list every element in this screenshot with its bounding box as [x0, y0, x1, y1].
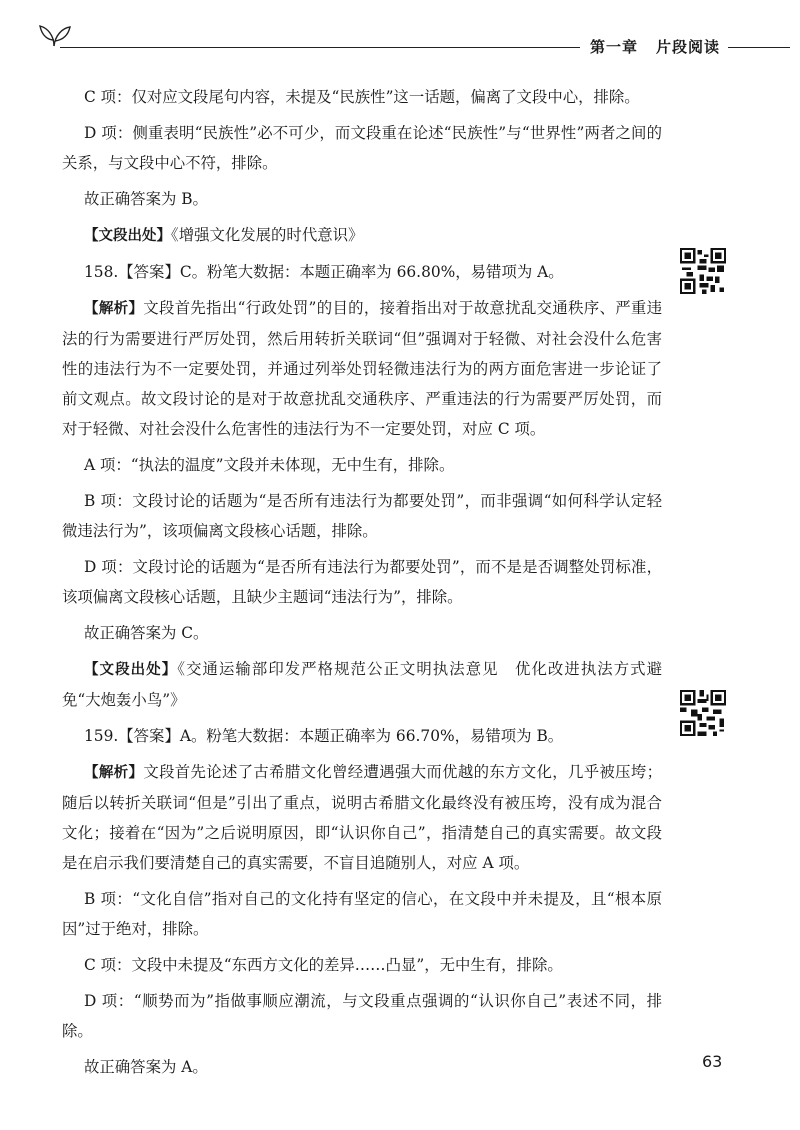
source-text: 《交通运输部印发严格规范公正文明执法意见 优化改进执法方式避免“大炮轰小鸟”》	[62, 660, 662, 709]
q158-text: C。粉笔大数据：本题正确率为 66.80%，易错项为 A。	[179, 263, 564, 281]
q159-analysis	[62, 757, 662, 878]
source-text: 《增强文化发展的时代意识》	[171, 226, 364, 244]
option-d-text: D 项：侧重表明“民族性”必不可少，而文段重在论述“民族性”与“世界性”两者之间的关系，与文段中心不符，排除。	[62, 124, 662, 172]
q158-analysis	[62, 293, 662, 444]
option-c-text: C 项：仅对应文段尾句内容，未提及“民族性”这一话题，偏离了文段中心，排除。	[84, 88, 640, 106]
q158-answer-line: 故正确答案为 C。	[84, 624, 209, 642]
answer-line: 故正确答案为 B。	[84, 190, 208, 208]
analysis-label: 【解析】	[84, 765, 144, 781]
question-158-answer	[62, 257, 662, 287]
analysis-text: 文段首先论述了古希腊文化曾经遭遇强大而优越的东方文化，几乎被压垮；随后以转折关联词“但是”引出了重点，说明古希腊文化最终没有被压垮，没有成为混合文化；接着在“因为”之后说明原因，即“认识你自己”，指清楚自己的真实需要。故文段是在启示我们要清楚自己的真实需要，不盲目追随别人，对应 A 项。	[62, 763, 662, 872]
header-rule-right	[728, 47, 790, 48]
q159-answer-line: 故正确答案为 A。	[84, 1058, 208, 1076]
page-number: 63	[702, 1052, 723, 1071]
q158-option-a: A 项：“执法的温度”文段并未体现，无中生有，排除。	[84, 456, 455, 474]
source-label: 【文段出处】	[84, 228, 171, 244]
q159-option-d: D 项：“顺势而为”指做事顺应潮流，与文段重点强调的“认识你自己”表述不同，排除。	[62, 992, 662, 1040]
page-header	[0, 0, 800, 60]
leaf-icon	[38, 22, 72, 48]
q158-number: 158.【答案】	[84, 263, 180, 281]
q159-text: A。粉笔大数据：本题正确率为 66.70%，易错项为 B。	[179, 727, 564, 745]
qr-code-icon[interactable]	[680, 248, 726, 294]
q159-option-b: B 项：“文化自信”指对自己的文化持有坚定的信心，在文段中并未提及，且“根本原因”过于绝对，排除。	[62, 890, 662, 938]
page-body	[62, 82, 662, 1088]
qr-code-icon[interactable]	[680, 690, 726, 736]
analysis-text: 文段首先指出“行政处罚”的目的，接着指出对于故意扰乱交通秩序、严重违法的行为需要进行严厉处罚，然后用转折关联词“但”强调对于轻微、对社会没什么危害性的违法行为不一定要处罚，并通过列举处罚轻微违法行为的两方面危害进一步论证了前文观点。故文段讨论的是对于故意扰乱交通秩序、严重违法的行为需要严厉处罚，而对于轻微、对社会没什么危害性的违法行为不一定要处罚，对应 C 项。	[62, 299, 662, 438]
chapter-label: 第一章	[590, 38, 639, 56]
question-159-answer	[62, 721, 662, 751]
header-rule-left	[60, 47, 580, 48]
source-line	[62, 220, 662, 251]
source-label: 【文段出处】	[84, 662, 178, 678]
chapter-title	[590, 36, 720, 57]
section-label: 片段阅读	[656, 38, 721, 56]
analysis-label: 【解析】	[84, 301, 144, 317]
q159-number: 159.【答案】	[84, 727, 180, 745]
q158-option-b: B 项：文段讨论的话题为“是否所有违法行为都要处罚”，而非强调“如何科学认定轻微违法行为”，该项偏离文段核心话题，排除。	[62, 492, 662, 540]
q158-option-d: D 项：文段讨论的话题为“是否所有违法行为都要处罚”，而不是是否调整处罚标准，该项偏离文段核心话题，且缺少主题词“违法行为”，排除。	[62, 558, 662, 606]
q159-option-c: C 项：文段中未提及“东西方文化的差异……凸显”，无中生有，排除。	[84, 956, 563, 974]
q158-source-line	[62, 654, 662, 715]
